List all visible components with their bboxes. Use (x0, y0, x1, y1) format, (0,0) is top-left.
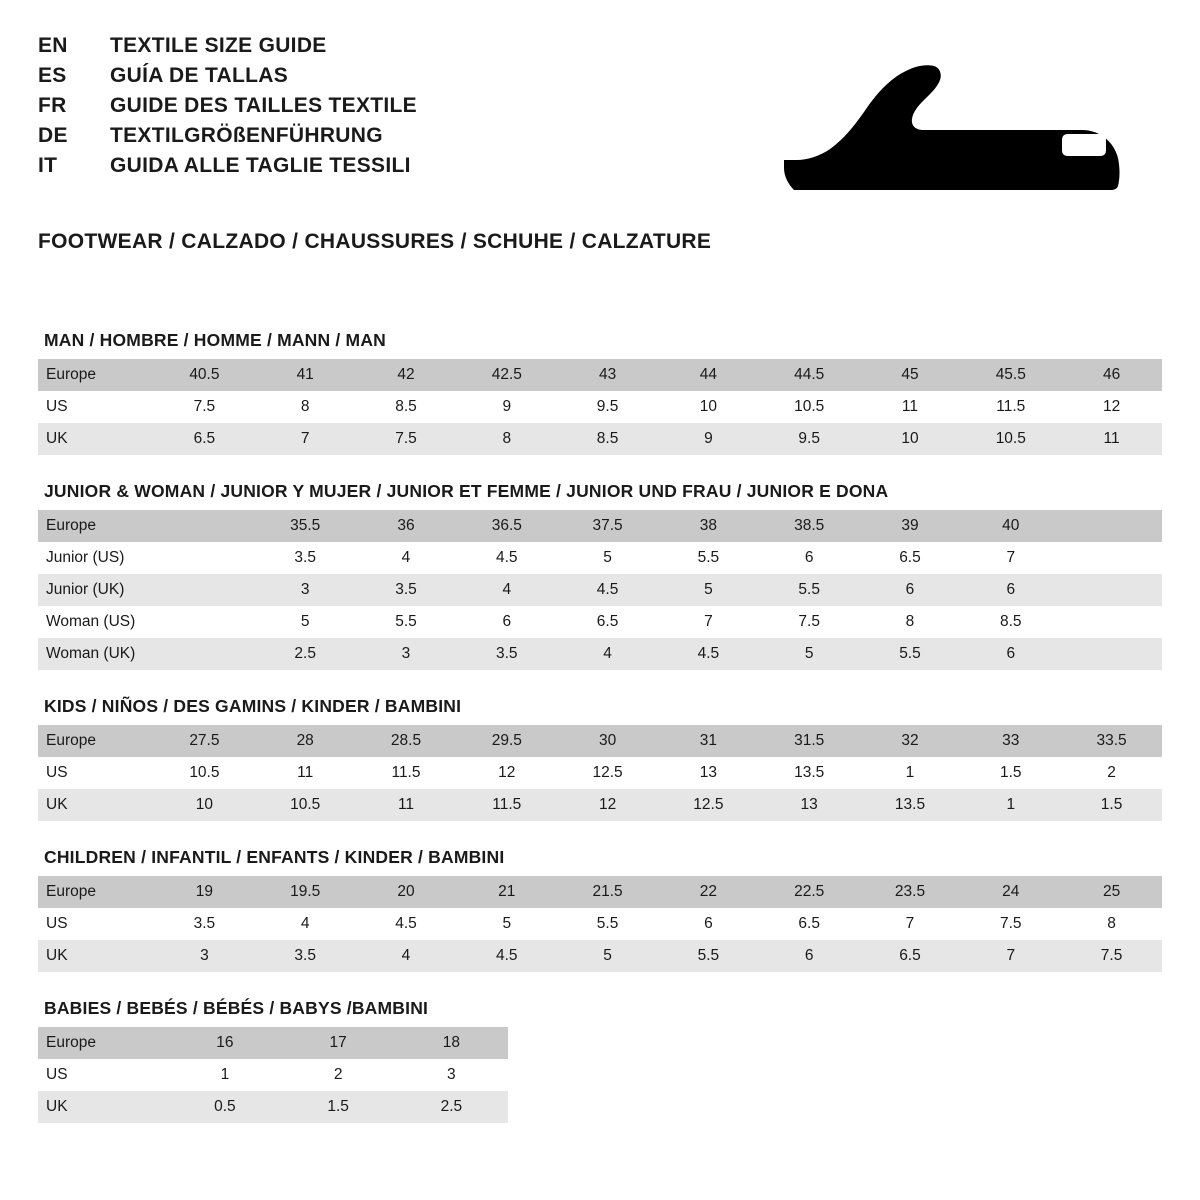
table-cell: 6 (960, 574, 1061, 606)
table-cell: 12 (557, 789, 658, 821)
table-cell: 31.5 (759, 725, 860, 757)
language-title: GUÍA DE TALLAS (110, 64, 289, 87)
language-code: IT (38, 154, 58, 177)
dress-shoe-icon (772, 34, 1162, 194)
table-cell: 3.5 (154, 908, 255, 940)
table-cell: 5 (759, 638, 860, 670)
table-cell: 41 (255, 359, 356, 391)
table-cell: 42 (356, 359, 457, 391)
table-row (38, 1091, 508, 1123)
table-cell: 4 (557, 638, 658, 670)
size-table-junior-woman (38, 510, 1162, 670)
table-cell: 3 (255, 574, 356, 606)
table-cell: 33 (960, 725, 1061, 757)
table-row (38, 423, 1162, 455)
size-group-man (38, 330, 1162, 455)
table-cell: 5 (255, 606, 356, 638)
table-cell: 3 (356, 638, 457, 670)
table-cell: 6.5 (860, 940, 961, 972)
table-row (38, 757, 1162, 789)
table-cell: 19 (154, 876, 255, 908)
table-cell: 6 (759, 542, 860, 574)
language-title: TEXTILE SIZE GUIDE (110, 34, 327, 57)
table-cell: 7.5 (1061, 940, 1162, 972)
row-label: UK (38, 789, 154, 821)
table-cell: 18 (395, 1027, 508, 1059)
table-row (38, 510, 1162, 542)
table-cell: 36 (356, 510, 457, 542)
table-row (38, 606, 1162, 638)
table-cell (1061, 574, 1162, 606)
table-cell: 4 (456, 574, 557, 606)
row-label: UK (38, 423, 154, 455)
table-cell: 9.5 (557, 391, 658, 423)
table-cell: 13 (759, 789, 860, 821)
table-cell: 38 (658, 510, 759, 542)
table-cell: 6.5 (154, 423, 255, 455)
language-row (38, 124, 417, 148)
table-row (38, 876, 1162, 908)
table-cell: 8 (456, 423, 557, 455)
language-row (38, 64, 417, 88)
table-cell: 8.5 (557, 423, 658, 455)
table-cell: 5.5 (658, 940, 759, 972)
table-cell (154, 542, 255, 574)
table-cell: 6 (456, 606, 557, 638)
table-cell: 10.5 (255, 789, 356, 821)
table-cell: 25 (1061, 876, 1162, 908)
group-title: BABIES / BEBÉS / BÉBÉS / BABYS /BAMBINI (44, 998, 429, 1018)
table-row (38, 542, 1162, 574)
table-cell: 1 (168, 1059, 281, 1091)
language-title: TEXTILGRÖßENFÜHRUNG (110, 124, 383, 147)
language-row (38, 34, 417, 58)
table-cell: 6.5 (759, 908, 860, 940)
table-cell: 4 (255, 908, 356, 940)
row-label: US (38, 757, 154, 789)
table-cell: 1.5 (960, 757, 1061, 789)
size-table-children (38, 876, 1162, 972)
table-cell: 11.5 (960, 391, 1061, 423)
table-cell: 13.5 (759, 757, 860, 789)
table-cell: 6 (860, 574, 961, 606)
table-cell: 4.5 (456, 940, 557, 972)
table-cell: 10.5 (154, 757, 255, 789)
table-cell: 31 (658, 725, 759, 757)
table-cell: 7.5 (154, 391, 255, 423)
table-cell: 4 (356, 940, 457, 972)
table-cell: 11 (356, 789, 457, 821)
table-cell: 3.5 (356, 574, 457, 606)
table-cell: 24 (960, 876, 1061, 908)
size-group-children (38, 847, 1162, 972)
table-cell: 11 (1061, 423, 1162, 455)
table-cell: 0.5 (168, 1091, 281, 1123)
table-cell: 8 (255, 391, 356, 423)
table-cell: 43 (557, 359, 658, 391)
table-cell: 7.5 (356, 423, 457, 455)
table-cell: 7 (255, 423, 356, 455)
table-cell: 7 (960, 542, 1061, 574)
table-cell (154, 574, 255, 606)
table-cell: 4.5 (356, 908, 457, 940)
table-row (38, 789, 1162, 821)
size-tables (38, 330, 1162, 1123)
table-cell: 4.5 (557, 574, 658, 606)
group-title: KIDS / NIÑOS / DES GAMINS / KINDER / BAMBINI (44, 696, 462, 716)
table-row (38, 391, 1162, 423)
table-cell: 1 (860, 757, 961, 789)
table-cell: 1 (960, 789, 1061, 821)
table-cell: 16 (168, 1027, 281, 1059)
table-cell: 9.5 (759, 423, 860, 455)
table-cell: 8 (860, 606, 961, 638)
language-title-list (38, 34, 417, 178)
table-cell: 5 (557, 542, 658, 574)
table-cell: 5 (456, 908, 557, 940)
row-label: UK (38, 1091, 168, 1123)
table-cell: 3 (154, 940, 255, 972)
table-cell: 7.5 (759, 606, 860, 638)
size-table-babies (38, 1027, 508, 1123)
table-cell: 45.5 (960, 359, 1061, 391)
table-cell: 44 (658, 359, 759, 391)
language-row (38, 154, 417, 178)
table-cell: 2.5 (395, 1091, 508, 1123)
table-cell: 11 (255, 757, 356, 789)
table-cell: 11.5 (356, 757, 457, 789)
table-cell: 29.5 (456, 725, 557, 757)
group-title: CHILDREN / INFANTIL / ENFANTS / KINDER / BAMBINI (44, 847, 505, 867)
table-cell: 40.5 (154, 359, 255, 391)
table-cell: 45 (860, 359, 961, 391)
language-code: ES (38, 64, 67, 87)
table-cell: 12 (456, 757, 557, 789)
table-cell: 21.5 (557, 876, 658, 908)
table-cell: 38.5 (759, 510, 860, 542)
table-cell: 5.5 (356, 606, 457, 638)
table-cell: 1.5 (1061, 789, 1162, 821)
table-cell: 7.5 (960, 908, 1061, 940)
size-group-junior-woman (38, 481, 1162, 670)
table-cell: 28 (255, 725, 356, 757)
table-cell: 8.5 (356, 391, 457, 423)
table-cell: 11.5 (456, 789, 557, 821)
table-row (38, 725, 1162, 757)
table-cell: 7 (960, 940, 1061, 972)
table-cell: 3.5 (255, 940, 356, 972)
table-cell: 20 (356, 876, 457, 908)
row-label: US (38, 908, 154, 940)
category-title: FOOTWEAR / CALZADO / CHAUSSURES / SCHUHE / CALZATURE (38, 230, 712, 253)
table-cell: 3.5 (255, 542, 356, 574)
table-cell: 10.5 (759, 391, 860, 423)
table-cell: 7 (658, 606, 759, 638)
table-cell: 5.5 (860, 638, 961, 670)
table-cell: 33.5 (1061, 725, 1162, 757)
page-header (38, 34, 1162, 194)
table-cell: 9 (456, 391, 557, 423)
table-cell: 32 (860, 725, 961, 757)
table-cell: 30 (557, 725, 658, 757)
size-group-kids (38, 696, 1162, 821)
table-row (38, 908, 1162, 940)
table-cell (1061, 638, 1162, 670)
table-row (38, 940, 1162, 972)
table-row (38, 638, 1162, 670)
table-cell: 21 (456, 876, 557, 908)
table-cell: 8 (1061, 908, 1162, 940)
row-label: Europe (38, 725, 154, 757)
table-cell: 5.5 (557, 908, 658, 940)
table-cell: 5.5 (759, 574, 860, 606)
table-cell: 6 (658, 908, 759, 940)
row-label: Woman (UK) (38, 638, 154, 670)
table-cell: 10.5 (960, 423, 1061, 455)
language-title: GUIDE DES TAILLES TEXTILE (110, 94, 417, 117)
row-label: US (38, 1059, 168, 1091)
table-cell: 13 (658, 757, 759, 789)
table-cell: 5 (658, 574, 759, 606)
table-cell: 46 (1061, 359, 1162, 391)
table-cell: 5.5 (658, 542, 759, 574)
row-label: Europe (38, 876, 154, 908)
table-cell: 37.5 (557, 510, 658, 542)
table-cell: 13.5 (860, 789, 961, 821)
table-cell: 6.5 (860, 542, 961, 574)
language-code: FR (38, 94, 67, 117)
table-cell: 11 (860, 391, 961, 423)
row-label: Europe (38, 510, 154, 542)
table-cell: 5 (557, 940, 658, 972)
table-cell: 19.5 (255, 876, 356, 908)
table-cell: 1.5 (282, 1091, 395, 1123)
language-code: EN (38, 34, 68, 57)
row-label: US (38, 391, 154, 423)
table-cell (1061, 606, 1162, 638)
group-title: JUNIOR & WOMAN / JUNIOR Y MUJER / JUNIOR ET FEMME / JUNIOR UND FRAU / JUNIOR E DONA (44, 481, 889, 501)
table-cell: 7 (860, 908, 961, 940)
table-cell (1061, 510, 1162, 542)
row-label: Woman (US) (38, 606, 154, 638)
table-cell: 40 (960, 510, 1061, 542)
group-title: MAN / HOMBRE / HOMME / MANN / MAN (44, 330, 386, 350)
row-label: Europe (38, 359, 154, 391)
table-row (38, 574, 1162, 606)
table-cell: 28.5 (356, 725, 457, 757)
table-cell: 4.5 (658, 638, 759, 670)
row-label: Junior (US) (38, 542, 154, 574)
table-cell (154, 638, 255, 670)
table-cell: 4.5 (456, 542, 557, 574)
table-cell: 10 (658, 391, 759, 423)
table-cell: 3.5 (456, 638, 557, 670)
table-row (38, 1027, 508, 1059)
size-group-babies (38, 998, 1162, 1123)
table-cell (1061, 542, 1162, 574)
language-code: DE (38, 124, 68, 147)
table-cell: 4 (356, 542, 457, 574)
table-cell: 6.5 (557, 606, 658, 638)
table-cell: 2.5 (255, 638, 356, 670)
table-cell: 12.5 (557, 757, 658, 789)
table-cell (154, 510, 255, 542)
table-cell: 2 (282, 1059, 395, 1091)
row-label: Junior (UK) (38, 574, 154, 606)
size-table-man (38, 359, 1162, 455)
language-row (38, 94, 417, 118)
table-cell: 2 (1061, 757, 1162, 789)
table-cell: 10 (860, 423, 961, 455)
table-cell: 6 (759, 940, 860, 972)
table-cell: 9 (658, 423, 759, 455)
table-cell: 39 (860, 510, 961, 542)
table-cell: 36.5 (456, 510, 557, 542)
table-cell: 44.5 (759, 359, 860, 391)
table-cell: 23.5 (860, 876, 961, 908)
table-cell: 17 (282, 1027, 395, 1059)
table-cell: 22.5 (759, 876, 860, 908)
row-label: Europe (38, 1027, 168, 1059)
table-row (38, 1059, 508, 1091)
table-cell: 27.5 (154, 725, 255, 757)
table-cell: 6 (960, 638, 1061, 670)
table-cell: 12.5 (658, 789, 759, 821)
table-cell: 42.5 (456, 359, 557, 391)
table-cell: 12 (1061, 391, 1162, 423)
language-title: GUIDA ALLE TAGLIE TESSILI (110, 154, 411, 177)
table-cell: 3 (395, 1059, 508, 1091)
row-label: UK (38, 940, 154, 972)
table-cell: 8.5 (960, 606, 1061, 638)
table-cell (154, 606, 255, 638)
table-cell: 22 (658, 876, 759, 908)
size-table-kids (38, 725, 1162, 821)
table-cell: 35.5 (255, 510, 356, 542)
table-cell: 10 (154, 789, 255, 821)
table-row (38, 359, 1162, 391)
